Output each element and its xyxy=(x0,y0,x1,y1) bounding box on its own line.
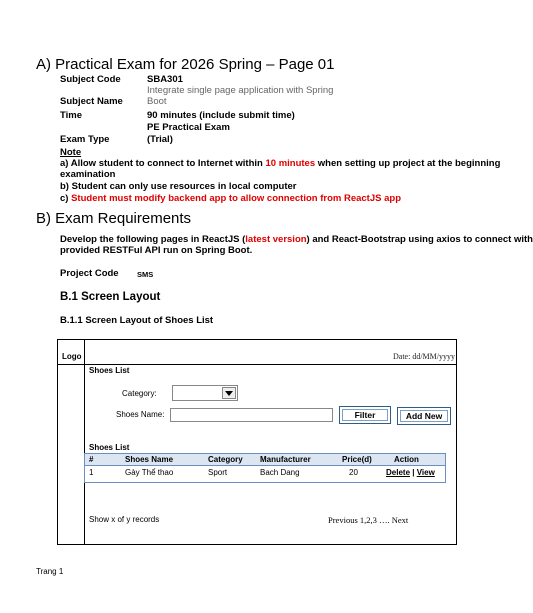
category-select[interactable] xyxy=(172,385,238,401)
subject-code-label: Subject Code xyxy=(60,74,121,85)
col-shoes-name: Shoes Name xyxy=(125,455,174,464)
time-value: 90 minutes (include submit time) xyxy=(147,110,295,121)
pagination[interactable]: Previous 1,2,3 …. Next xyxy=(328,515,409,525)
col-price: Price(d) xyxy=(342,455,372,464)
intro-line2: provided RESTFul API run on Spring Boot. xyxy=(60,245,253,256)
subject-name-value-line2: Boot xyxy=(147,96,167,107)
row-price: 20 xyxy=(349,468,358,477)
page-number: Trang 1 xyxy=(36,567,64,576)
col-category: Category xyxy=(208,455,243,464)
b1-title: B.1 Screen Layout xyxy=(60,291,161,303)
note-a: a) Allow student to connect to Internet within 10 minutes when setting up project at the beginning xyxy=(60,158,501,169)
shoes-name-input[interactable] xyxy=(170,408,333,422)
intro-highlight: latest version xyxy=(245,234,307,245)
header-divider xyxy=(57,364,457,365)
col-manufacturer: Manufacturer xyxy=(260,455,311,464)
shoes-name-label: Shoes Name: xyxy=(116,410,165,419)
col-no: # xyxy=(89,455,94,464)
time-label: Time xyxy=(60,110,83,121)
note-a-highlight: 10 minutes xyxy=(265,158,316,169)
add-new-button[interactable]: Add New xyxy=(397,407,451,425)
panel-title: Shoes List xyxy=(89,366,130,375)
subject-name-label: Subject Name xyxy=(60,96,123,107)
category-label: Category: xyxy=(122,389,157,398)
subject-name-value-line1: Integrate single page application with Spring xyxy=(147,85,334,96)
section-a-title: A) Practical Exam for 2026 Spring – Page 01 xyxy=(36,56,335,73)
intro-line1: Develop the following pages in ReactJS (latest version) and React-Bootstrap using axios to connect with xyxy=(60,234,533,245)
table-title: Shoes List xyxy=(89,443,130,452)
subject-code-value: SBA301 xyxy=(147,74,183,85)
records-count: Show x of y records xyxy=(89,515,160,524)
note-label: Note xyxy=(60,147,82,158)
date-text: Date: dd/MM/yyyy xyxy=(393,352,455,361)
exam-type-value: (Trial) xyxy=(147,134,173,145)
row-name: Gày Thể thao xyxy=(125,468,174,477)
row-manufacturer: Bach Dang xyxy=(260,468,300,477)
project-code-label: Project Code xyxy=(60,268,119,279)
dropdown-button[interactable] xyxy=(222,387,236,399)
row-actions: Delete | View xyxy=(386,468,435,477)
row-category: Sport xyxy=(208,468,228,477)
project-code-value: SMS xyxy=(137,270,154,279)
exam-type-label: Exam Type xyxy=(60,134,110,145)
delete-link[interactable]: Delete xyxy=(386,468,411,477)
row-no: 1 xyxy=(89,468,94,477)
exam-form-value: PE Practical Exam xyxy=(147,122,230,133)
note-c: c) Student must modify backend app to allow connection from ReactJS app xyxy=(60,193,401,204)
filter-button[interactable]: Filter xyxy=(339,406,391,424)
note-c-text: Student must modify backend app to allow connection from ReactJS app xyxy=(71,193,401,204)
note-b: b) Student can only use resources in local computer xyxy=(60,181,297,192)
col-action: Action xyxy=(394,455,419,464)
section-b-title: B) Exam Requirements xyxy=(36,210,192,227)
mockup-left-bar xyxy=(57,339,85,545)
b11-title: B.1.1 Screen Layout of Shoes List xyxy=(60,315,214,326)
note-a-line2: examination xyxy=(60,169,116,180)
logo: Logo xyxy=(62,352,82,361)
view-link[interactable]: View xyxy=(416,468,435,477)
chevron-down-icon xyxy=(223,388,235,398)
